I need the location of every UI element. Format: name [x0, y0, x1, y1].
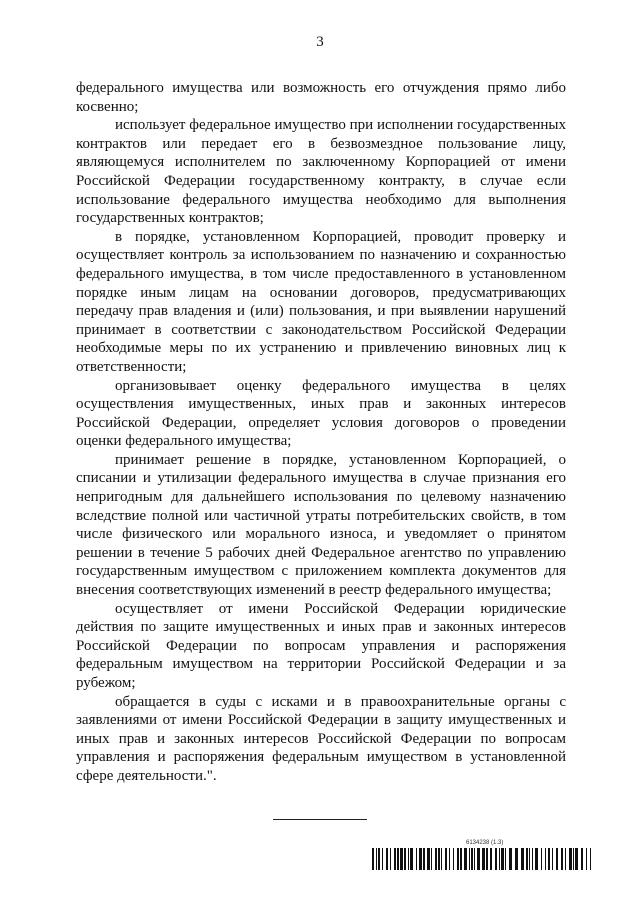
- paragraph: принимает решение в порядке, установленном Корпорацией, о списании и утилизации федерального имущества в случае признания его непригодным для дальнейшего использования по целевому назначению вследствие полной или частичной утраты потребительских свойств, в том числе физического или морального износа, и уведомляет о принятом решении в течение 5 рабочих дней Федеральное агентство по управлению государственным имуществом с приложением комплекта документов для внесения соответствующих изменений в реестр федерального имущества;: [76, 451, 566, 599]
- paragraph: организовывает оценку федерального имущества в целях осуществления имущественных, иных прав и законных интересов Российской Федерации, определяет условия договоров о проведении оценки федерального имущества;: [76, 377, 566, 450]
- end-separator-line: [273, 819, 367, 820]
- barcode-icon: [372, 848, 594, 870]
- paragraph: использует федеральное имущество при исполнении государственных контрактов или передает его в безвозмездное пользование лицу, являющемуся исполнителем по заключенному Корпорацией от имени Российской Федерации государственному контракту, в случае если использование федерального имущества необходимо для выполнения государственных контрактов;: [76, 117, 566, 227]
- document-code: 6134238 (1.3): [466, 840, 504, 846]
- paragraph: в порядке, установленном Корпорацией, проводит проверку и осуществляет контроль за использованием по назначению и сохранностью федерального имущества, в том числе предоставленного в установленном порядке иным лицам на основании договоров, предусматривающих передачу прав владения и (или) пользования, и при выявлении нарушений принимает в соответствии с законодательством Российской Федерации необходимые меры по их устранению и привлечению виновных лиц к ответственности;: [76, 228, 566, 375]
- paragraph-continuation: федерального имущества или возможность его отчуждения прямо либо косвенно;: [76, 80, 566, 115]
- paragraph: осуществляет от имени Российской Федерации юридические действия по защите имущественных и иных прав и законных интересов Российской Федерации по вопросам управления и распоряжения федеральным имуществом на территории Российской Федерации и за рубежом;: [76, 600, 566, 691]
- page-number: 3: [316, 34, 324, 50]
- document-body: [76, 79, 566, 786]
- paragraph: обращается в суды с исками и в правоохранительные органы с заявлениями от имени Российской Федерации в защиту имущественных и иных прав и законных интересов Российской Федерации по вопросам управления и распоряжения федеральным имуществом в установленной сфере деятельности.".: [76, 693, 566, 784]
